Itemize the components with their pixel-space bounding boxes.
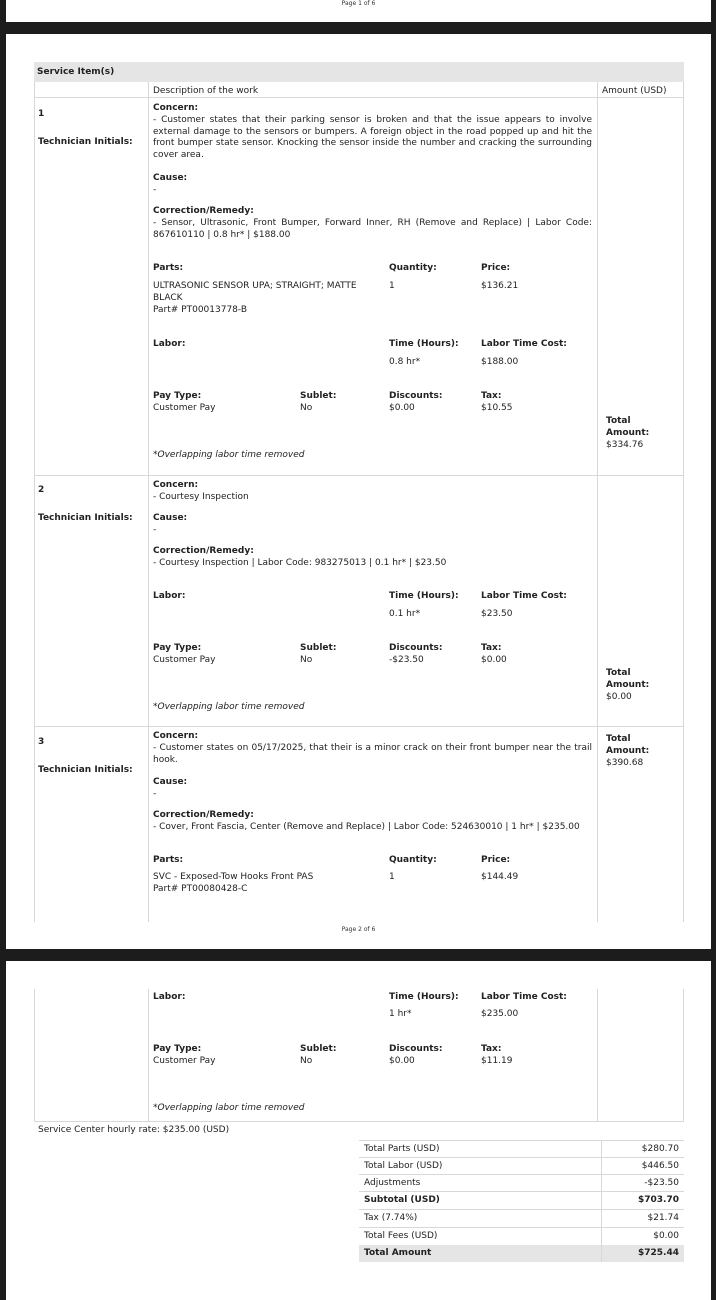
labor-label: Labor: bbox=[153, 992, 186, 1002]
labor-time: 0.1 hr* bbox=[389, 609, 421, 619]
labor-cost: $235.00 bbox=[481, 1009, 519, 1019]
grid-line bbox=[597, 82, 598, 922]
grid-line bbox=[34, 97, 684, 98]
overlap-note: *Overlapping labor time removed bbox=[153, 450, 305, 460]
hourly-rate: Service Center hourly rate: $235.00 (USD) bbox=[38, 1125, 230, 1135]
page-number: Page 1 of 6 bbox=[341, 0, 376, 7]
labor-time-cost-label: Labor Time Cost: bbox=[481, 339, 567, 349]
parts-label: Parts: bbox=[153, 855, 184, 865]
overlap-note: *Overlapping labor time removed bbox=[153, 702, 305, 712]
part-price: $144.49 bbox=[481, 872, 519, 882]
total-amount-label: Total Amount: bbox=[606, 668, 650, 690]
total-amount-value: $334.76 bbox=[606, 440, 644, 450]
discounts-label: Discounts: bbox=[389, 1044, 443, 1054]
quantity-label: Quantity: bbox=[389, 263, 437, 273]
item-number: 3 bbox=[38, 737, 45, 747]
pay-type-label: Pay Type: bbox=[153, 643, 202, 653]
tax-label: Tax: bbox=[481, 391, 502, 401]
summary-value: $0.00 bbox=[653, 1231, 679, 1241]
discounts-value: $0.00 bbox=[389, 403, 415, 413]
quantity-label: Quantity: bbox=[389, 855, 437, 865]
summary-value: $703.70 bbox=[638, 1195, 679, 1205]
concern-label: Concern: bbox=[153, 480, 199, 490]
item-number: 2 bbox=[38, 485, 45, 495]
part-price: $136.21 bbox=[481, 281, 519, 291]
cause-text: - bbox=[153, 789, 157, 799]
correction-text: - Courtesy Inspection | Labor Code: 983275013 | 0.1 hr* | $23.50 bbox=[153, 558, 447, 568]
total-amount-value: $390.68 bbox=[606, 758, 644, 768]
tax-value: $11.19 bbox=[481, 1056, 513, 1066]
time-hours-label: Time (Hours): bbox=[389, 992, 459, 1002]
tax-value: $10.55 bbox=[481, 403, 513, 413]
part-number: Part# PT00080428-C bbox=[153, 884, 248, 894]
labor-label: Labor: bbox=[153, 591, 186, 601]
total-amount-label: Total Amount: bbox=[606, 734, 650, 756]
grid-line bbox=[597, 989, 598, 1121]
summary-label: Total Fees (USD) bbox=[364, 1231, 438, 1241]
price-label: Price: bbox=[481, 263, 511, 273]
labor-time: 0.8 hr* bbox=[389, 357, 421, 367]
discounts-label: Discounts: bbox=[389, 391, 443, 401]
labor-cost: $23.50 bbox=[481, 609, 513, 619]
grid-line bbox=[148, 82, 149, 922]
summary-label: Total Amount bbox=[364, 1248, 432, 1258]
page-1-tail bbox=[6, 0, 711, 22]
time-hours-label: Time (Hours): bbox=[389, 591, 459, 601]
grid-line bbox=[34, 475, 684, 476]
cause-text: - bbox=[153, 185, 157, 195]
grid-line bbox=[601, 1140, 602, 1262]
technician-initials-label: Technician Initials: bbox=[38, 137, 133, 147]
parts-label: Parts: bbox=[153, 263, 184, 273]
concern-label: Concern: bbox=[153, 103, 199, 113]
tax-label: Tax: bbox=[481, 643, 502, 653]
grid-line bbox=[34, 726, 684, 727]
summary-value: -$23.50 bbox=[644, 1178, 679, 1188]
pay-type-value: Customer Pay bbox=[153, 403, 216, 413]
concern-text: - Customer states on 05/17/2025, that their is a minor crack on their front bumper near the trail hook. bbox=[153, 743, 592, 765]
pay-type-label: Pay Type: bbox=[153, 391, 202, 401]
labor-label: Labor: bbox=[153, 339, 186, 349]
summary-label: Adjustments bbox=[364, 1178, 421, 1188]
sublet-value: No bbox=[300, 655, 313, 665]
total-amount-value: $0.00 bbox=[606, 692, 632, 702]
part-name: ULTRASONIC SENSOR UPA; STRAIGHT; MATTE BLACK bbox=[153, 281, 357, 303]
summary-value: $280.70 bbox=[641, 1144, 679, 1154]
concern-text: - Customer states that their parking sensor is broken and that the issue appears to involve external damage to the sensors or bumpers. A foreign object in the road popped up and hit the front bumper state sensor. Knocking the sensor inside the number and cracking the surrounding cover area. bbox=[153, 115, 592, 160]
summary-value: $21.74 bbox=[647, 1213, 679, 1223]
technician-initials-label: Technician Initials: bbox=[38, 765, 133, 775]
pay-type-value: Customer Pay bbox=[153, 655, 216, 665]
correction-label: Correction/Remedy: bbox=[153, 206, 254, 216]
price-label: Price: bbox=[481, 855, 511, 865]
concern-label: Concern: bbox=[153, 731, 199, 741]
correction-label: Correction/Remedy: bbox=[153, 810, 254, 820]
cause-label: Cause: bbox=[153, 777, 188, 787]
sublet-label: Sublet: bbox=[300, 391, 337, 401]
page-2 bbox=[6, 34, 711, 949]
summary-label: Subtotal (USD) bbox=[364, 1195, 440, 1205]
labor-time-cost-label: Labor Time Cost: bbox=[481, 992, 567, 1002]
grid-line bbox=[148, 989, 149, 1121]
grid-line bbox=[34, 989, 35, 1121]
pay-type-value: Customer Pay bbox=[153, 1056, 216, 1066]
grid-line bbox=[34, 82, 35, 922]
labor-time: 1 hr* bbox=[389, 1009, 412, 1019]
part-number: Part# PT00013778-B bbox=[153, 305, 248, 315]
cause-label: Cause: bbox=[153, 513, 188, 523]
discounts-value: -$23.50 bbox=[389, 655, 424, 665]
section-title: Service Item(s) bbox=[34, 62, 684, 82]
overlap-note: *Overlapping labor time removed bbox=[153, 1103, 305, 1113]
labor-time-cost-label: Labor Time Cost: bbox=[481, 591, 567, 601]
labor-cost: $188.00 bbox=[481, 357, 519, 367]
correction-text: - Cover, Front Fascia, Center (Remove and Replace) | Labor Code: 524630010 | 1 hr* | $235.00 bbox=[153, 822, 580, 832]
summary-label: Total Labor (USD) bbox=[364, 1161, 443, 1171]
tax-label: Tax: bbox=[481, 1044, 502, 1054]
description-header: Description of the work bbox=[153, 86, 259, 96]
amount-header: Amount (USD) bbox=[602, 86, 667, 96]
page-3 bbox=[6, 961, 711, 1300]
grid-line bbox=[683, 82, 684, 922]
summary-value: $725.44 bbox=[638, 1248, 679, 1258]
grid-line bbox=[34, 1121, 684, 1122]
discounts-label: Discounts: bbox=[389, 643, 443, 653]
summary-label: Total Parts (USD) bbox=[364, 1144, 440, 1154]
grid-line bbox=[683, 989, 684, 1121]
part-name: SVC - Exposed-Tow Hooks Front PAS bbox=[153, 872, 314, 882]
concern-text: - Courtesy Inspection bbox=[153, 492, 249, 502]
correction-label: Correction/Remedy: bbox=[153, 546, 254, 556]
technician-initials-label: Technician Initials: bbox=[38, 513, 133, 523]
sublet-label: Sublet: bbox=[300, 643, 337, 653]
cause-label: Cause: bbox=[153, 173, 188, 183]
correction-text: - Sensor, Ultrasonic, Front Bumper, Forward Inner, RH (Remove and Replace) | Labor Code: 867610110 | 0.8 hr* | $188.00 bbox=[153, 218, 592, 240]
page-number: Page 2 of 6 bbox=[341, 926, 376, 933]
sublet-value: No bbox=[300, 403, 313, 413]
part-quantity: 1 bbox=[389, 281, 395, 291]
cause-text: - bbox=[153, 525, 157, 535]
summary-label: Tax (7.74%) bbox=[364, 1213, 418, 1223]
sublet-label: Sublet: bbox=[300, 1044, 337, 1054]
sublet-value: No bbox=[300, 1056, 313, 1066]
discounts-value: $0.00 bbox=[389, 1056, 415, 1066]
summary-value: $446.50 bbox=[641, 1161, 679, 1171]
total-amount-label: Total Amount: bbox=[606, 416, 650, 438]
pay-type-label: Pay Type: bbox=[153, 1044, 202, 1054]
tax-value: $0.00 bbox=[481, 655, 507, 665]
time-hours-label: Time (Hours): bbox=[389, 339, 459, 349]
item-number: 1 bbox=[38, 109, 45, 119]
part-quantity: 1 bbox=[389, 872, 395, 882]
